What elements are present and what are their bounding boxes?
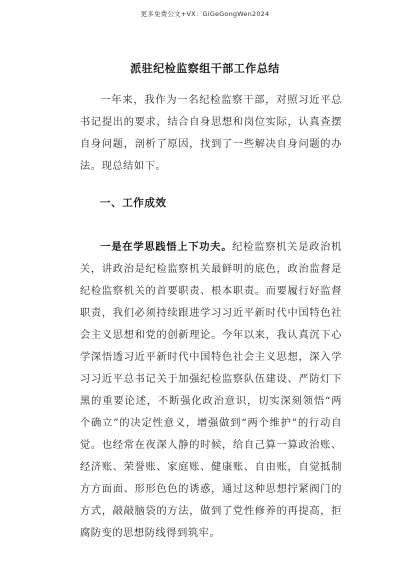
paragraph-text: 纪检监察机关是政治机关，讲政治是纪检监察机关最鲜明的底色，政治监督是纪检监察机关的首要职责、根本职责。而要履行好监督职责，我们必须持续跟进学习习近平新时代中国特色社会主义思想和党的创新理论。今年以来，我认真沉下心学深悟透习近平新时代中国特色社会主义思想，深入学习习近平总书记关于加强纪检监察队伍建设、严防灯下黑的重要论述，不断强化政治意识，切实深刻领悟“两个确立”的决定性意义，增强做到“两个维护”的行动自觉。也经常在夜深人静的时候，给自己算一算政治账、经济账、荣誉账、家庭账、健康账、自由账，自觉抵制方方面面、形形色色的诱惑，通过这种思想拧紧阀门的方式，敲敲脑袋的方法，做到了党性修养的再提高，拒腐防变的思想防线得到筑牢。 (80, 242, 343, 539)
intro-paragraph: 一年来，我作为一名纪检监察干部，对照习近平总书记提出的要求，结合自身思想和岗位实际，认真查摆自身问题，剖析了原因，找到了一些解决自身问题的办法。现总结如下。 (80, 95, 342, 172)
document-title: 派驻纪检监察组干部工作总结 (130, 62, 280, 75)
header-banner: 更多免费公文+VX：GiGeGongWen2024 (140, 10, 270, 18)
paragraph-lead: 一是在学思践悟上下功夫。 (100, 241, 233, 253)
body-paragraph (80, 236, 342, 545)
section-heading: 一、工作成效 (100, 197, 167, 209)
